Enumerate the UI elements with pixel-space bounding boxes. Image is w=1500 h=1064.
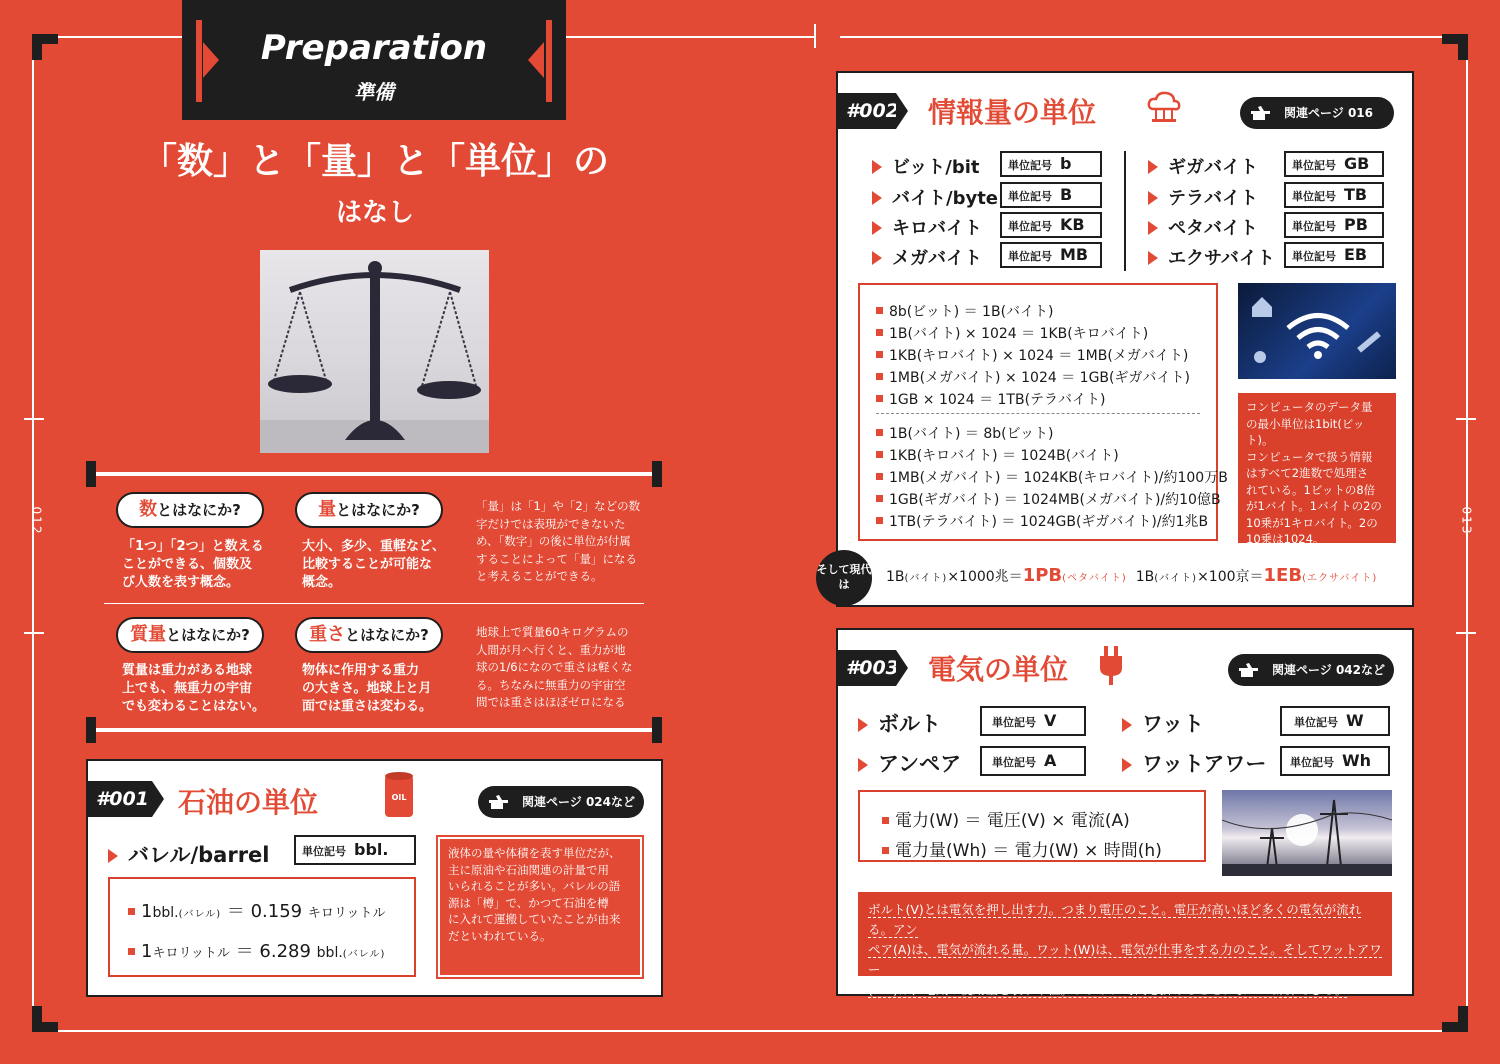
info-now-statement: 1B(バイト)×1000兆＝1PB(ペタバイト) 1B(バイト)×100京＝1EB(エクサバイト) [886,565,1378,586]
info-eq: 1MB(メガバイト) ＝ 1024KB(キロバイト)/約100万B [876,467,1228,487]
info-unit-bit: ビット/bit [872,153,980,179]
elec-tag: #003 [838,650,896,686]
info-equation-box [858,283,1228,541]
rail-cap [652,717,662,743]
info-symbol-B: 単位記号 B [1000,182,1102,208]
info-eq: 1GB × 1024 ＝ 1TB(テラバイト) [876,389,1106,409]
elec-symbol-A: 単位記号 A [980,746,1086,776]
info-eq: 1B(バイト) ＝ 8b(ビット) [876,423,1054,443]
information-unit-panel [836,71,1414,607]
balance-scale-icon [260,250,489,453]
section-divider [104,603,644,604]
elec-unit-volt: ボルト [858,708,941,738]
info-unit-byte: バイト/byte [872,184,998,210]
wifi-photo [1238,283,1396,379]
frame-tick [24,632,44,634]
pointing-hand-icon [1238,661,1260,679]
elec-related-page-button[interactable]: 関連ページ 042など [1228,654,1394,686]
elec-tag-tip [896,650,908,686]
oil-related-page-button[interactable]: 関連ページ 024など [478,786,644,818]
header-notch-right [528,42,544,78]
oil-equation-1: 1bbl.(バレル) ＝ 0.159 キロリットル [128,897,385,923]
info-related-page-button[interactable]: 関連ページ 016 [1240,97,1394,129]
oil-unit-panel [86,759,663,997]
elec-unit-watthour: ワットアワー [1122,748,1266,778]
frame-line [814,24,816,48]
info-eq: 8b(ビット) ＝ 1B(バイト) [876,301,1054,321]
oil-unit-symbol: 単位記号 bbl. [294,835,416,865]
info-symbol-b: 単位記号 b [1000,151,1102,177]
info-symbol-MB: 単位記号 MB [1000,242,1102,268]
info-eq: 1B(バイト) × 1024 ＝ 1KB(キロバイト) [876,323,1148,343]
corner-mark [1442,1006,1468,1032]
concept-mass-pill: 質量とはなにか? [116,617,264,653]
elec-symbol-W: 単位記号 W [1280,706,1390,736]
oil-tag-tip [152,781,164,817]
info-unit-mb: メガバイト [872,244,982,270]
section-rail [96,728,656,732]
elec-equation-box [858,790,1206,862]
info-unit-kb: キロバイト [872,214,982,240]
info-symbol-PB: 単位記号 PB [1284,212,1384,238]
power-tower-icon [1222,790,1392,876]
elec-unit-ampere: アンペア [858,748,961,778]
elec-unit-watt: ワット [1122,708,1204,738]
oil-barrel-icon [384,771,414,819]
frame-line [32,1030,1468,1032]
equation-divider [876,413,1200,414]
wifi-icon [1238,283,1396,379]
corner-mark [32,34,58,60]
elec-equation-power: 電力(W) ＝ 電圧(V) × 電流(A) [882,806,1130,831]
header-subtitle: 準備 [354,80,394,104]
cloud-network-icon [1146,89,1182,125]
page-number-right: 013 [1459,506,1474,536]
header-title: Preparation [260,28,488,68]
info-symbol-KB: 単位記号 KB [1000,212,1102,238]
frame-tick [24,418,44,420]
info-unit-eb: エクサバイト [1148,244,1275,270]
elec-note: ボルト(V)とは電気を押し出す力。つまり電圧のこと。電圧が高いほど多くの電気が流れる。アン ペア(A)は、電気が流れる量。ワット(W)は、電気が仕事をする力のこと。そしてワットアワー (Wh)は、電気の使用量を表す単位。ワットに時間を掛けることによって計算できる。 [858,892,1392,976]
info-eq: 1KB(キロバイト) × 1024 ＝ 1MB(メガバイト) [876,345,1188,365]
info-symbol-TB: 単位記号 TB [1284,182,1384,208]
oil-unit-name: バレル/barrel [108,839,270,869]
concept-weight-pill: 重さとはなにか? [295,617,443,653]
elec-symbol-Wh: 単位記号 Wh [1280,746,1390,776]
now-badge: そして現代は [816,550,872,606]
unit-divider [1124,151,1126,271]
concept-number-pill: 数とはなにか? [116,492,264,528]
concept-mass-text: 質量は重力がある地球 上でも、無重力の宇宙 でも変わることはない。 [122,663,266,714]
info-eq: 1GB(ギガバイト) ＝ 1024MB(メガバイト)/約10億B [876,489,1221,509]
info-unit-gb: ギガバイト [1148,153,1258,179]
elec-equation-energy: 電力量(Wh) ＝ 電力(W) × 時間(h) [882,836,1162,861]
rail-cap [86,461,96,487]
main-subtitle: はなし [335,198,414,228]
svg-text:OIL: OIL [391,793,407,802]
rail-cap [652,461,662,487]
frame-line [840,36,1468,38]
header-notch-left [203,42,219,78]
electricity-unit-panel [836,628,1414,996]
scale-photo [260,250,489,453]
frame-line [814,24,816,26]
concept-weight-text: 物体に作用する重力 の大きさ。地球上と月 面では重さは変わる。 [302,663,433,714]
corner-mark [1442,34,1468,60]
frame-tick [1456,632,1476,634]
oil-equation-2: 1キロリットル ＝ 6.289 bbl.(バレル) [128,937,385,963]
info-eq: 1TB(テラバイト) ＝ 1024GB(ギガバイト)/約1兆B [876,511,1208,531]
concept-side-note-1: 「量」は「1」や「2」などの数 字だけでは表現ができないた め、「数字」の後に単位が付属 することによって「量」になる と考えることができる。 [476,499,641,583]
frame-tick [1456,418,1476,420]
pointing-hand-icon [1250,104,1272,122]
concept-number-text: 「1つ」「2つ」と数える ことができる、個数及 び人数を表す概念。 [122,539,264,590]
header-bracket-right [546,20,552,102]
oil-tag: #001 [88,781,152,817]
oil-note: 液体の量や体積を表す単位だが、 主に原油や石油関連の計量で用 いられることが多い。バレルの語 源は「樽」で、かつて石油を樽 に入れて運搬していたことが由来 だといわれている。 [438,837,642,977]
elec-symbol-V: 単位記号 V [980,706,1086,736]
info-symbol-GB: 単位記号 GB [1284,151,1384,177]
info-unit-pb: ペタバイト [1148,214,1258,240]
concept-quantity-pill: 量とはなにか? [295,492,443,528]
header-bracket-left [196,20,202,102]
elec-title: 電気の単位 [928,653,1069,686]
concept-quantity-text: 大小、多少、重軽など、 比較することが可能な 概念。 [302,539,446,590]
info-symbol-EB: 単位記号 EB [1284,242,1384,268]
info-tag: #002 [838,93,896,129]
info-eq: 1MB(メガバイト) × 1024 ＝ 1GB(ギガバイト) [876,367,1190,387]
page-number-left: 012 [29,506,44,536]
corner-mark [32,1006,58,1032]
power-lines-photo [1222,790,1392,876]
concept-side-note-2: 地球上で質量60キログラムの 人間が月へ行くと、重力が地 球の1/6になので重さは軽くな る。ちなみに無重力の宇宙空 間では重さはほぼゼロになる [476,625,633,709]
info-eq: 1KB(キロバイト) ＝ 1024B(バイト) [876,445,1119,465]
rail-cap [86,717,96,743]
plug-icon [1098,644,1124,686]
header-box [182,0,566,120]
main-title: 「数」と「量」と「単位」の [140,141,609,182]
info-note: コンピュータのデータ量 の最小単位は1bit(ビット)。 コンピュータで扱う情報 はすべて2進数で処理さ れている。1ビットの8倍 が1バイト。1バイトの2の 10乗が1キロバイト。2の 10乗は1024。 [1238,393,1396,543]
oil-title: 石油の単位 [178,786,319,819]
frame-line [566,36,814,38]
info-unit-tb: テラバイト [1148,184,1258,210]
info-title: 情報量の単位 [928,96,1097,129]
pointing-hand-icon [488,793,510,811]
section-rail [96,472,656,476]
oil-equation-box [108,877,416,977]
info-tag-tip [896,93,908,129]
